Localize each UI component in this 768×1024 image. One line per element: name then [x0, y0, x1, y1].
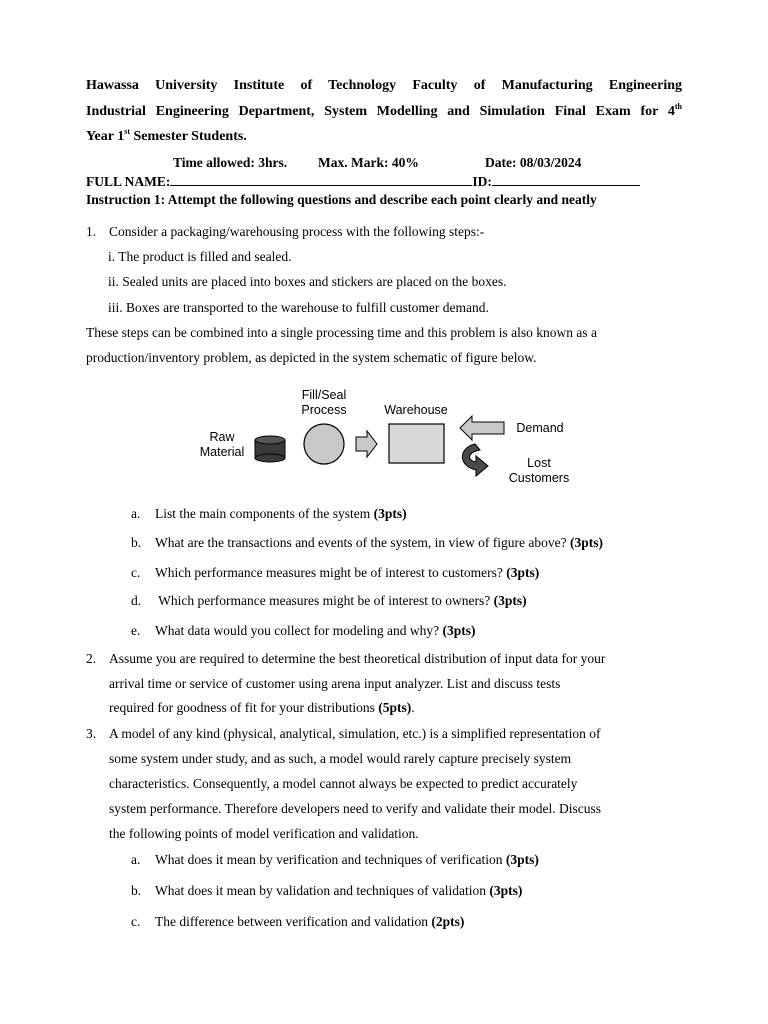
- id-label: ID:: [472, 174, 492, 189]
- header-line-3-post: Semester Students.: [130, 129, 247, 144]
- q3b-points: (3pts): [489, 883, 523, 898]
- header-line-3-sup: st: [124, 127, 131, 136]
- header-line-2-sup: th: [674, 102, 682, 111]
- id-field[interactable]: [492, 173, 640, 186]
- raw-material-label-2: Material: [199, 445, 245, 459]
- header-line-3-pre: Year 1: [86, 129, 125, 144]
- q1c-points: (3pts): [506, 565, 540, 580]
- q1-intro: Consider a packaging/warehousing process with the following steps:-: [109, 224, 485, 239]
- raw-material-label-1: Raw: [209, 430, 235, 444]
- q3-line-4: system performance. Therefore developers need to verify and validate their model. Discuss: [109, 801, 601, 816]
- q3a-text: [155, 852, 539, 868]
- fill-seal-label-2: Process: [301, 403, 347, 417]
- q1d-text: [155, 593, 527, 609]
- q3c-text: [155, 914, 464, 930]
- q1a-letter: a.: [131, 506, 141, 521]
- q2-number: 2.: [86, 651, 97, 666]
- q2-line-2: arrival time or service of customer using arena input analyzer. List and discuss tests: [109, 676, 561, 691]
- q3b-question: What does it mean by validation and techniques of validation: [155, 883, 490, 898]
- full-name-label: FULL NAME:: [86, 174, 171, 189]
- q1a-question: List the main components of the system: [155, 506, 374, 521]
- q1b-letter: b.: [131, 535, 142, 550]
- q3c-points: (2pts): [431, 914, 465, 929]
- left-arrow-icon: [460, 416, 504, 440]
- q1-step-2: ii. Sealed units are placed into boxes and stickers are placed on the boxes.: [108, 274, 507, 289]
- q3-line-2: some system under study, and as such, a model would rarely capture precisely system: [109, 751, 572, 766]
- q3-number: 3.: [86, 726, 97, 741]
- q2-line-3: [109, 700, 415, 716]
- header-line-2-text: Industrial Engineering Department, System Modelling and Simulation Final Exam for 4: [86, 104, 675, 119]
- instruction: Instruction 1: Attempt the following questions and describe each point clearly and neatly: [86, 192, 597, 207]
- q3a-question: What does it mean by verification and techniques of verification: [155, 852, 506, 867]
- warehouse-box-icon: [389, 424, 444, 463]
- q1e-text: [155, 623, 476, 639]
- demand-label: Demand: [516, 421, 564, 435]
- q3-line-5: the following points of model verification and validation.: [109, 826, 419, 841]
- q1b-question: What are the transactions and events of the system, in view of figure above?: [155, 535, 570, 550]
- system-schematic: [190, 384, 590, 492]
- header-line-3: [86, 129, 682, 145]
- q1-para-2: production/inventory problem, as depicted in the system schematic of figure below.: [86, 350, 537, 365]
- q1-step-1: i. The product is filled and sealed.: [108, 249, 292, 264]
- header-line-1: Hawassa University Institute of Technology Faculty of Manufacturing Engineering: [86, 78, 682, 93]
- q3-line-3: characteristics. Consequently, a model cannot always be expected to predict accurately: [109, 776, 578, 791]
- q1-step-3: iii. Boxes are transported to the warehouse to fulfill customer demand.: [108, 300, 489, 315]
- q1-para-1: These steps can be combined into a single processing time and this problem is also known as a: [86, 325, 598, 340]
- q1d-question: Which performance measures might be of interest to owners?: [155, 593, 494, 608]
- exam-date: Date: 08/03/2024: [485, 155, 582, 170]
- time-allowed: Time allowed: 3hrs.: [173, 155, 288, 170]
- q1c-text: [155, 565, 539, 581]
- q1e-question: What data would you collect for modeling and why?: [155, 623, 443, 638]
- q2-points: (5pts): [378, 700, 412, 715]
- warehouse-label: Warehouse: [384, 403, 448, 417]
- q2-line-3-text: required for goodness of fit for your distributions: [109, 700, 379, 715]
- q1b-text: [155, 535, 603, 551]
- q1-number: 1.: [86, 224, 97, 239]
- curved-arrow-icon: [462, 444, 488, 476]
- q1d-letter: d.: [131, 593, 142, 608]
- full-name-field[interactable]: [170, 173, 472, 186]
- q1a-text: [155, 506, 407, 522]
- q1e-points: (3pts): [442, 623, 476, 638]
- q1c-letter: c.: [131, 565, 141, 580]
- q3c-letter: c.: [131, 914, 141, 929]
- q1d-points: (3pts): [493, 593, 527, 608]
- q3-line-1: A model of any kind (physical, analytical, simulation, etc.) is a simplified representation of: [109, 726, 601, 741]
- max-mark: Max. Mark: 40%: [318, 155, 419, 170]
- q3c-question: The difference between verification and validation: [155, 914, 432, 929]
- q3b-text: [155, 883, 522, 899]
- header-line-2: [86, 104, 682, 120]
- q1b-points: (3pts): [569, 535, 603, 550]
- q2-end: .: [411, 700, 415, 715]
- right-arrow-icon: [356, 431, 377, 457]
- process-circle-icon: [304, 424, 344, 464]
- q1c-question: Which performance measures might be of interest to customers?: [155, 565, 507, 580]
- lost-customers-label-2: Customers: [508, 471, 570, 485]
- raw-material-cylinder-icon: [255, 436, 285, 462]
- fill-seal-label-1: Fill/Seal: [301, 388, 347, 402]
- full-name-row: [86, 173, 640, 190]
- q3a-letter: a.: [131, 852, 141, 867]
- q2-line-1: Assume you are required to determine the best theoretical distribution of input data for your: [109, 651, 606, 666]
- q3b-letter: b.: [131, 883, 142, 898]
- q1e-letter: e.: [131, 623, 141, 638]
- lost-customers-label-1: Lost: [527, 456, 551, 470]
- q3a-points: (3pts): [505, 852, 539, 867]
- q1a-points: (3pts): [373, 506, 407, 521]
